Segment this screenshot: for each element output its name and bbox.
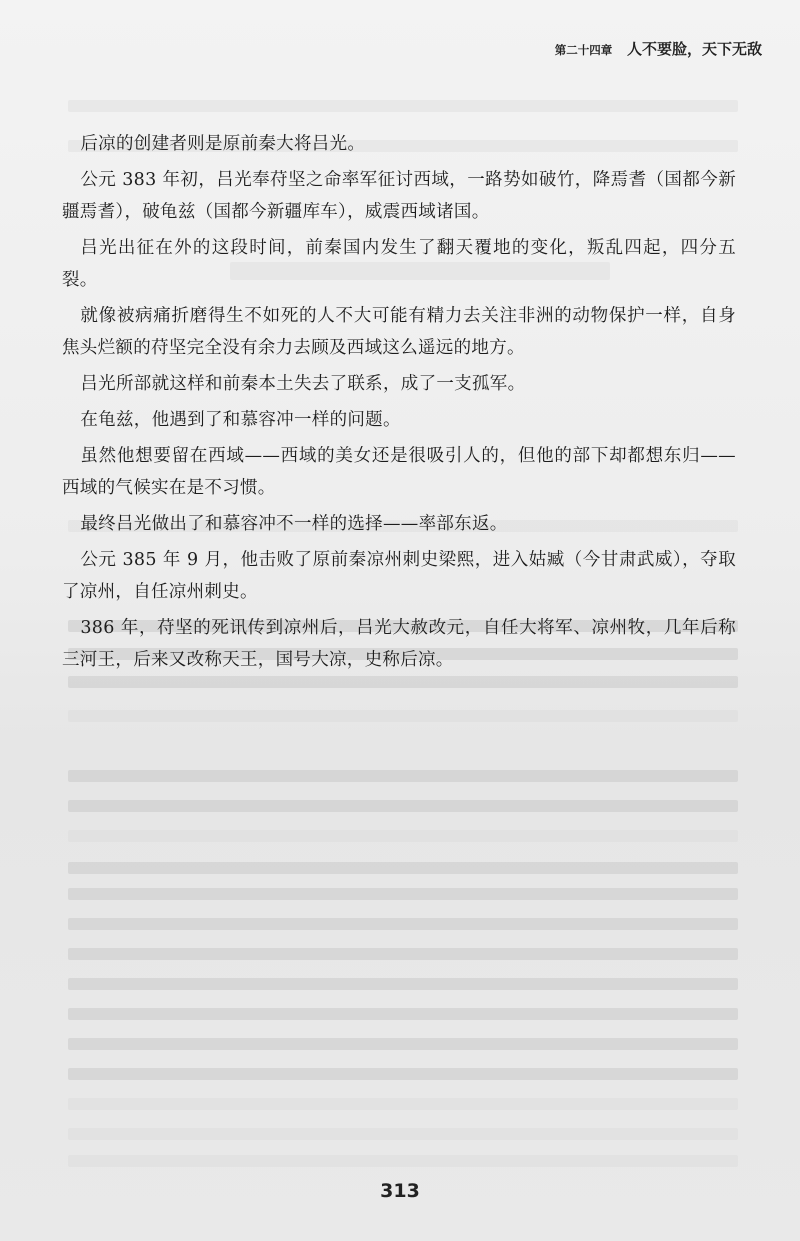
paragraph: 公元 385 年 9 月，他击败了原前秦凉州刺史梁熙，进入姑臧（今甘肃武威），夺取了凉州，自任凉州刺史。 — [62, 550, 736, 602]
bleed-through — [68, 1038, 738, 1050]
paragraph: 吕光出征在外的这段时间，前秦国内发生了翻天覆地的变化，叛乱四起，四分五裂。 — [62, 238, 736, 290]
bleed-through — [68, 888, 738, 900]
bleed-through — [68, 978, 738, 990]
paragraph: 后凉的创建者则是原前秦大将吕光。 — [80, 134, 366, 154]
bleed-through — [68, 100, 738, 112]
bleed-through — [68, 1155, 738, 1167]
paragraph: 在龟兹，他遇到了和慕容冲一样的问题。 — [80, 410, 401, 430]
chapter-label: 第二十四章 — [554, 43, 613, 57]
paragraph: 最终吕光做出了和慕容冲不一样的选择——率部东返。 — [80, 514, 508, 534]
paragraph: 虽然他想要留在西域——西域的美女还是很吸引人的，但他的部下却都想东归——西域的气候实在是不习惯。 — [62, 446, 736, 498]
bleed-through — [68, 800, 738, 812]
bleed-through — [68, 1068, 738, 1080]
chapter-title: 人不要脸，天下无敌 — [626, 40, 762, 58]
bleed-through — [68, 770, 738, 782]
bleed-through — [68, 948, 738, 960]
body-text — [62, 128, 736, 680]
paragraph: 386 年，苻坚的死讯传到凉州后，吕光大赦改元，自任大将军、凉州牧，几年后称三河王，后来又改称天王，国号大凉，史称后凉。 — [62, 618, 736, 670]
running-header — [555, 38, 762, 59]
bleed-through — [68, 1128, 738, 1140]
bleed-through — [68, 710, 738, 722]
bleed-through — [68, 1098, 738, 1110]
bleed-through — [68, 918, 738, 930]
bleed-through — [68, 830, 738, 842]
paragraph: 公元 383 年初，吕光奉苻坚之命率军征讨西域，一路势如破竹，降焉耆（国都今新疆焉耆），破龟兹（国都今新疆库车），威震西域诸国。 — [62, 170, 736, 222]
bleed-through — [68, 1008, 738, 1020]
bleed-through — [68, 862, 738, 874]
paragraph: 就像被病痛折磨得生不如死的人不大可能有精力去关注非洲的动物保护一样，自身焦头烂额的苻坚完全没有余力去顾及西域这么遥远的地方。 — [62, 306, 736, 358]
page-number: 313 — [380, 1180, 420, 1202]
paragraph: 吕光所部就这样和前秦本土失去了联系，成了一支孤军。 — [80, 374, 526, 394]
